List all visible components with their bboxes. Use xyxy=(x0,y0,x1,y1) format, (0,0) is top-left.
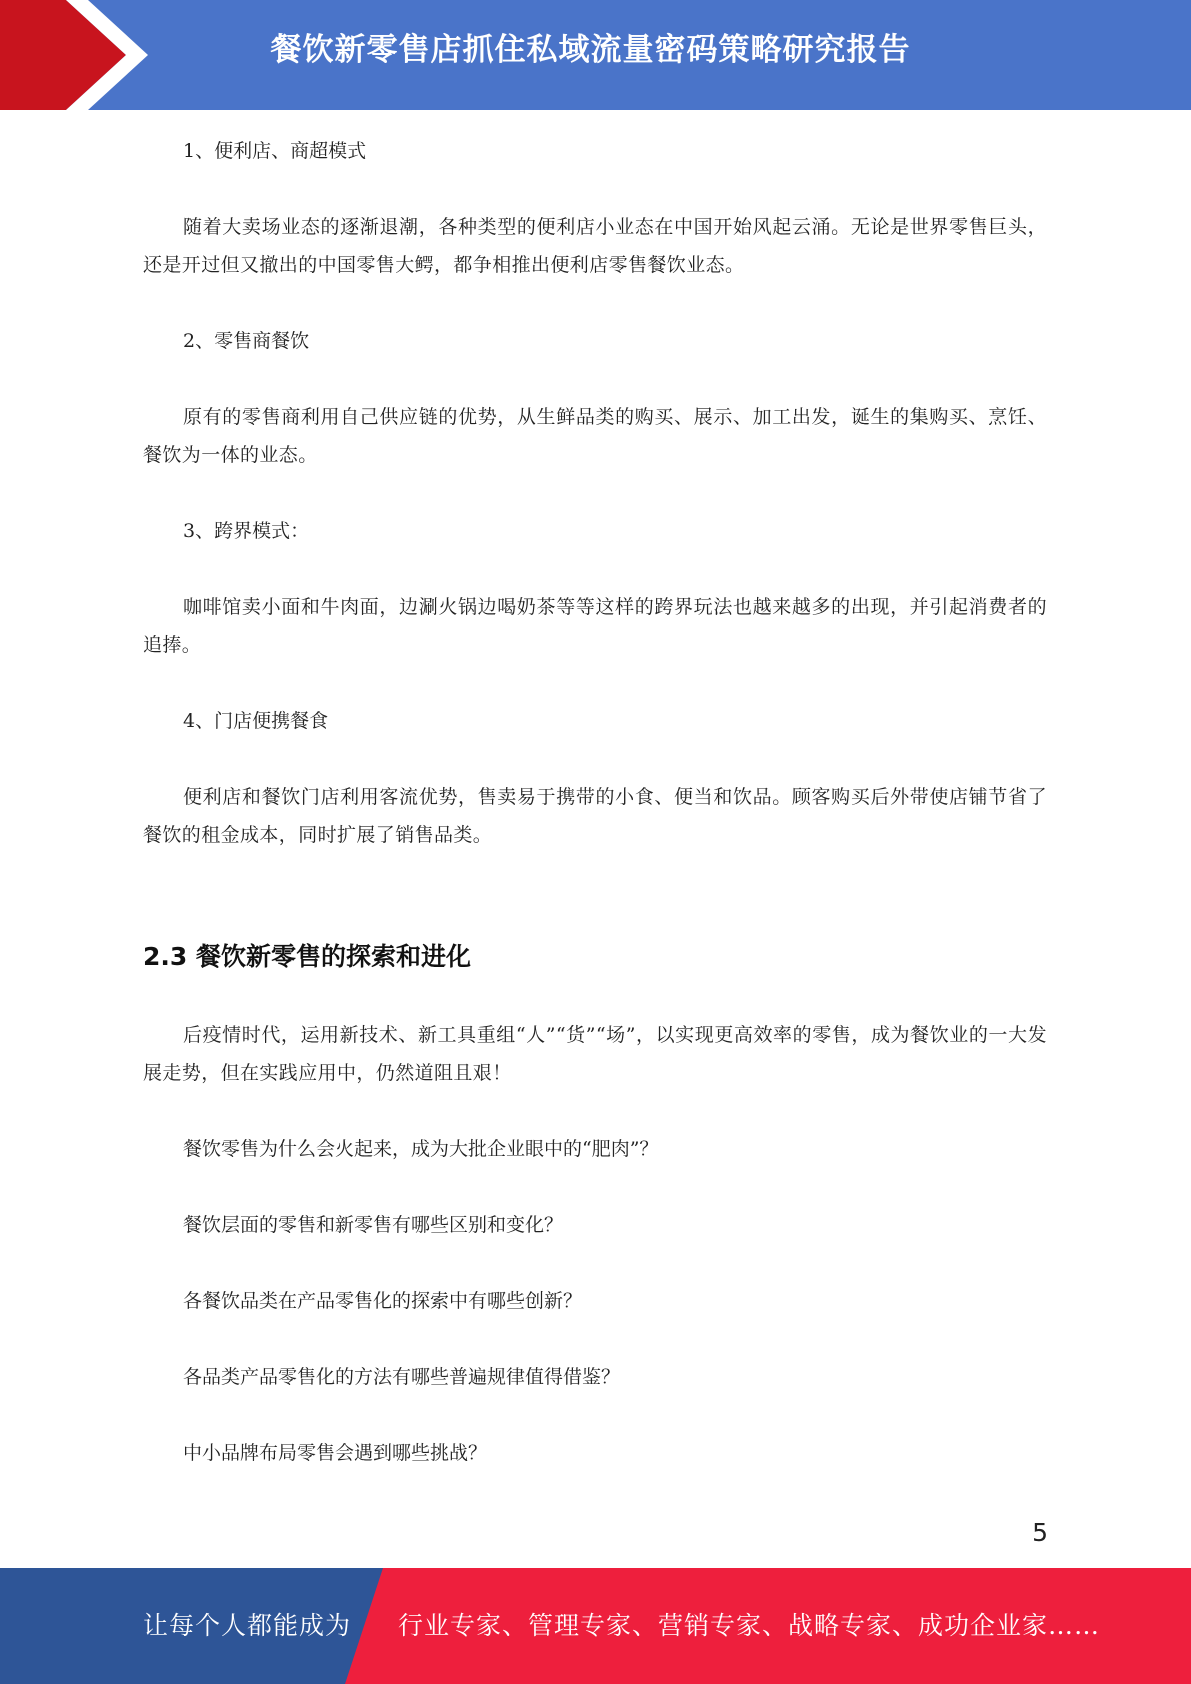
document-title: 餐饮新零售店抓住私域流量密码策略研究报告 xyxy=(270,32,911,68)
question-line: 各餐饮品类在产品零售化的探索中有哪些创新？ xyxy=(183,1290,583,1312)
question-line: 餐饮层面的零售和新零售有哪些区别和变化？ xyxy=(183,1214,564,1236)
list-item-paragraph-2: 原有的零售商利用自己供应链的优势，从生鲜品类的购买、展示、加工出发，诞生的集购买、烹饪、餐饮为一体的业态。 xyxy=(143,406,1047,466)
list-item-title-3: 3、跨界模式： xyxy=(183,520,310,542)
footer-slogan-right: 行业专家、管理专家、营销专家、战略专家、成功企业家…… xyxy=(398,1611,1101,1640)
question-line: 中小品牌布局零售会遇到哪些挑战？ xyxy=(183,1442,488,1464)
question-line: 各品类产品零售化的方法有哪些普遍规律值得借鉴？ xyxy=(183,1366,621,1388)
section-intro-paragraph: 后疫情时代，运用新技术、新工具重组“人”“货”“场”，以实现更高效率的零售，成为餐饮业的一大发展走势，但在实践应用中，仍然道阻且艰！ xyxy=(143,1024,1047,1084)
list-item-paragraph-1: 随着大卖场业态的逐渐退潮，各种类型的便利店小业态在中国开始风起云涌。无论是世界零售巨头，还是开过但又撤出的中国零售大鳄，都争相推出便利店零售餐饮业态。 xyxy=(143,216,1047,276)
list-item-paragraph-4: 便利店和餐饮门店利用客流优势，售卖易于携带的小食、便当和饮品。顾客购买后外带使店铺节省了餐饮的租金成本，同时扩展了销售品类。 xyxy=(143,786,1047,846)
list-item-paragraph-3: 咖啡馆卖小面和牛肉面，边涮火锅边喝奶茶等等这样的跨界玩法也越来越多的出现，并引起消费者的追捧。 xyxy=(143,596,1047,656)
section-heading: 2.3 餐饮新零售的探索和进化 xyxy=(143,942,471,971)
list-item-title-1: 1、便利店、商超模式 xyxy=(183,140,367,162)
page-content xyxy=(143,132,1047,1510)
list-item-title-4: 4、门店便携餐食 xyxy=(183,710,329,732)
page-header-banner xyxy=(0,0,1191,110)
page-footer-banner xyxy=(0,1568,1191,1684)
footer-slogan-left: 让每个人都能成为 xyxy=(143,1611,352,1640)
list-item-title-2: 2、零售商餐饮 xyxy=(183,330,310,352)
question-line: 餐饮零售为什么会火起来，成为大批企业眼中的“肥肉”？ xyxy=(183,1138,659,1160)
page-number: 5 xyxy=(1032,1518,1048,1547)
